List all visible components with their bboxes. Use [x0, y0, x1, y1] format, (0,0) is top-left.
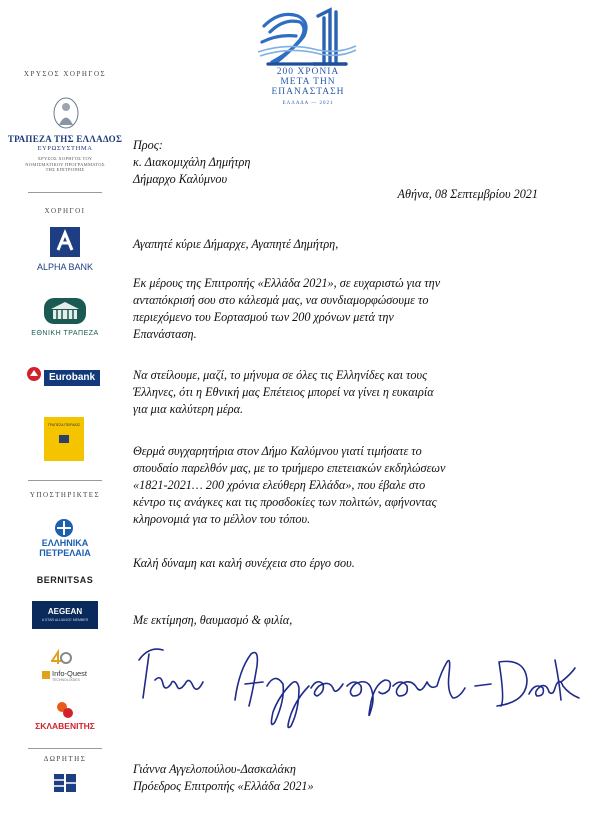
paragraph-3-line: Θερμά συγχαρητήρια στον Δήμο Καλύμνου γιατί τιμήσατε το: [133, 444, 422, 458]
donor-logo-icon: [53, 772, 77, 794]
paragraph-1: [133, 275, 548, 343]
hellenic-petroleum-logo-icon: [54, 518, 74, 538]
closing: Με εκτίμηση, θαυμασμό & φιλία,: [133, 613, 293, 627]
paragraph-2: [133, 367, 548, 418]
sklavenitis-label: ΣΚΛΑΒΕΝΙΤΗΣ: [35, 721, 95, 731]
bank-of-greece-name: ΤΡΑΠΕΖΑ ΤΗΣ ΕΛΛΑΔΟΣ: [7, 134, 123, 144]
paragraph-2-line: για μια καλύτερη μέρα.: [133, 402, 244, 416]
paragraph-1-line: περιεχόμενο του Εορτασμού των 200 χρόνων μετά την: [133, 310, 394, 324]
paragraph-2-line: Έλληνες, ότι η Εθνική μας Επέτειος μπορεί να γίνει η ευκαιρία: [133, 385, 434, 399]
bank-of-greece-note: ΧΡΥΣΟΣ ΧΟΡΗΓΟΣ ΤΟΥ ΝΟΜΙΣΜΑΤΙΚΟΥ ΠΡΟΓΡΑΜΜΑΤΟΣ ΤΗΣ ΕΠΙΤΡΟΠΗΣ: [25, 156, 105, 172]
golden-sponsor-heading: ΧΡΥΣΟΣ ΧΟΡΗΓΟΣ: [23, 70, 107, 78]
emblem-line-3: ΕΠΑΝΑΣΤΑΣΗ: [271, 87, 345, 97]
paragraph-1-line: Επανάσταση.: [133, 327, 197, 341]
letter-date: Αθήνα, 08 Σεπτεμβρίου 2021: [397, 187, 538, 201]
paragraph-3-line: «1821-2021… 200 χρόνια ελεύθερη Ελλάδα», που έβαλε στο: [133, 478, 426, 492]
paragraph-3-line: σπουδαίο παρελθόν μας, με το τριήμερο επετειακών εκδηλώσεων: [133, 461, 446, 475]
alpha-bank-logo-icon: [50, 227, 80, 257]
divider: [28, 480, 102, 481]
piraeus-bank-label: ΤΡΑΠΕΖΑ ΠΕΙΡΑΙΩΣ: [47, 423, 81, 427]
paragraph-3-line: κληρονομιά για το μέλλον του τόπου.: [133, 512, 311, 526]
national-bank-label: ΕΘΝΙΚΗ ΤΡΑΠΕΖΑ: [31, 330, 99, 337]
infoquest-40-icon: [50, 649, 72, 667]
paragraph-3-line: κέντρο τις ανάγκες και τις προσδοκίες των πολιτών, αφήνοντας: [133, 495, 437, 509]
paragraph-2-line: Να στείλουμε, μαζί, το μήνυμα σε όλες τις Ελληνίδες και τους: [133, 368, 428, 382]
paragraph-3: [133, 443, 548, 528]
emblem-line-4: ΕΛΛΑΔΑ — 2021: [282, 101, 334, 106]
donor-heading: ΔΩΡΗΤΗΣ: [43, 755, 87, 763]
aegean-sub: A STAR ALLIANCE MEMBER: [41, 618, 89, 622]
national-bank-logo-icon: [42, 296, 88, 326]
handwritten-signature: [135, 640, 583, 730]
sklavenitis-logo-icon: [55, 700, 75, 720]
aegean-label: AEGEAN: [47, 607, 83, 616]
piraeus-bank-logo: [44, 417, 84, 461]
eurobank-symbol-icon: [26, 366, 42, 382]
eurobank-logo: Eurobank: [44, 370, 100, 386]
recipient-title: Δήμαρχο Καλύμνου: [133, 172, 228, 186]
divider: [28, 192, 102, 193]
to-label: Προς:: [133, 138, 163, 152]
emblem-line-2: ΜΕΤΑ ΤΗΝ: [280, 77, 336, 87]
hellenic-petroleum-label-2: ΠΕΤΡΕΛΑΙΑ: [39, 548, 91, 558]
recipient-name: κ. Διακομιχάλη Δημήτρη: [133, 155, 251, 169]
infoquest-mark-icon: [42, 671, 50, 679]
alpha-bank-label: ALPHA BANK: [36, 262, 94, 272]
supporters-heading: ΥΠΟΣΤΗΡΙΚΤΕΣ: [29, 491, 101, 499]
infoquest-sub: TECHNOLOGIES: [52, 678, 80, 682]
paragraph-1-line: Εκ μέρους της Επιτροπής «Ελλάδα 2021», σε ευχαριστώ για την: [133, 276, 441, 290]
signatory-name: Γιάννα Αγγελοπούλου-Δασκαλάκη: [133, 762, 296, 776]
bernitsas-label: BERNITSAS: [36, 575, 94, 585]
divider: [28, 748, 102, 749]
greeting: Αγαπητέ κύριε Δήμαρχε, Αγαπητέ Δημήτρη,: [133, 237, 339, 251]
signatory-title: Πρόεδρος Επιτροπής «Ελλάδα 2021»: [133, 779, 314, 793]
bank-of-greece-seal-icon: [52, 96, 80, 130]
infoquest-label: Info-Quest: [52, 669, 88, 678]
greece-2021-emblem: [258, 6, 358, 72]
aegean-logo: [32, 601, 98, 629]
paragraph-4: Καλή δύναμη και καλή συνέχεια στο έργο σου.: [133, 556, 355, 570]
paragraph-1-line: ανταπόκρισή σου στο κάλεσμά μας, να συνδιαμορφώσουμε το: [133, 293, 429, 307]
emblem-line-1: 200 ΧΡΟΝΙΑ: [276, 67, 340, 77]
hellenic-petroleum-label-1: ΕΛΛΗΝΙΚΑ: [41, 538, 89, 548]
sponsors-heading: ΧΟΡΗΓΟΙ: [44, 207, 86, 215]
bank-of-greece-sub: ΕΥΡΩΣΥΣΤΗΜΑ: [37, 145, 93, 152]
piraeus-mark-icon: [59, 435, 69, 443]
